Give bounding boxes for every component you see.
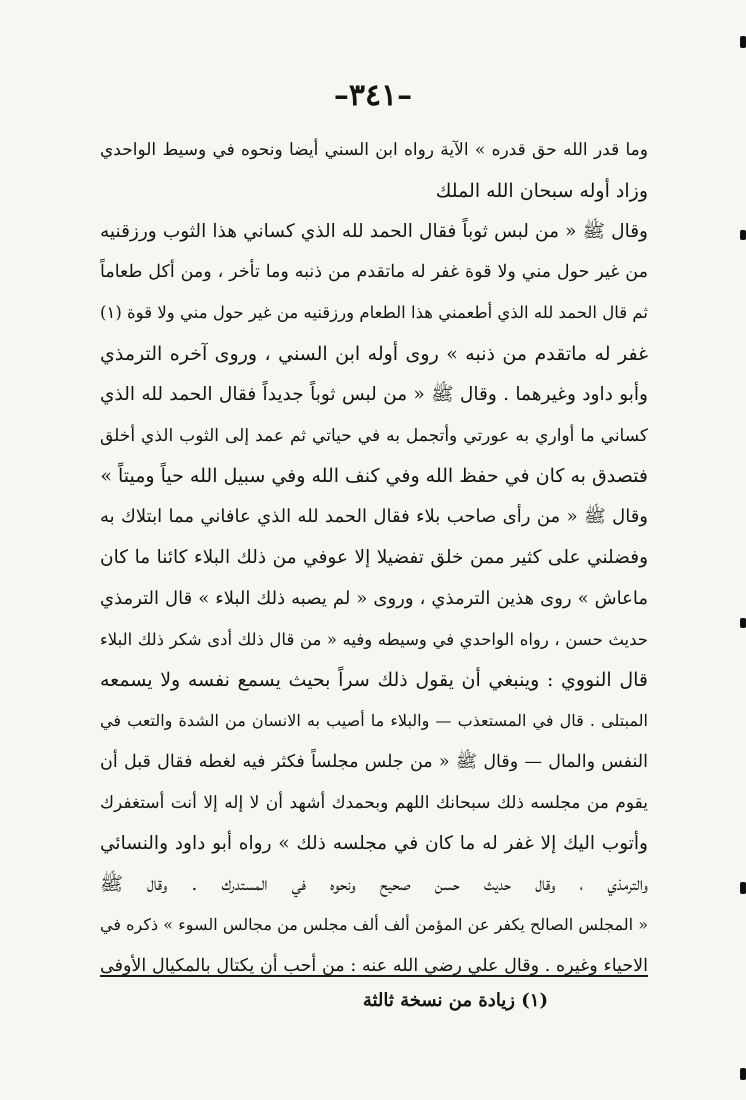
scan-edge-mark xyxy=(740,882,746,894)
scan-edge-mark xyxy=(740,36,746,48)
text-line: المبتلى . قال في المستعذب — والبلاء ما أصيب به الانسان من الشدة والتعب في xyxy=(100,711,648,731)
body-text xyxy=(100,130,648,987)
text-line: كساني ما أواري به عورتي وأتجمل به في حياتي ثم عمد إلى الثوب الذي أخلق xyxy=(100,425,648,446)
page-number: –٣٤١– xyxy=(333,78,413,113)
text-line: والترمذي ، وقال حديث حسن صحيح ونحوه في المستدرك . وقال ﷺ xyxy=(100,873,648,896)
scan-edge-mark xyxy=(740,1068,746,1080)
text-line: غفر له ماتقدم من ذنبه » روى أوله ابن السني ، وروى آخره الترمذي xyxy=(100,342,648,365)
text-line: يقوم من مجلسه ذلك سبحانك اللهم وبحمدك أشهد أن لا إله إلا أنت أستغفرك xyxy=(100,792,648,813)
text-line: وقال ﷺ « من لبس ثوباً فقال الحمد لله الذي كساني هذا الثوب ورزقنيه xyxy=(100,220,648,242)
scan-edge-mark xyxy=(740,618,746,628)
text-line: « المجلس الصالح يكفر عن المؤمن ألف ألف مجلس من مجالس السوء » ذكره في xyxy=(100,915,648,935)
text-line: حديث حسن ، رواه الواحدي في وسيطه وفيه « من قال ذلك أدى شكر ذلك البلاء xyxy=(100,629,648,649)
text-line: فتصدق به كان في حفظ الله وفي كنف الله وفي سبيل الله حياً وميتاً » xyxy=(100,465,648,488)
scan-edge-mark xyxy=(740,230,746,240)
text-line: وأتوب اليك إلا غفر له ما كان في مجلسه ذلك » رواه أبو داود والنسائي xyxy=(100,832,648,854)
text-line: ماعاش » روى هذين الترمذي ، وروى « لم يصبه ذلك البلاء » قال الترمذي xyxy=(100,587,648,609)
text-line: قال النووي : وينبغي أن يقول ذلك سراً بحيث يسمع نفسه ولا يسمعه xyxy=(100,669,648,692)
text-line: ثم قال الحمد لله الذي أطعمني هذا الطعام ورزقنيه من غير حول مني ولا قوة (١) xyxy=(100,303,648,323)
text-line: الاحياء وغيره . وقال علي رضي الله عنه : من أحب أن يكتال بالمكيال الأوفى xyxy=(100,955,648,976)
footnote: (١) زيادة من نسخة ثالثة xyxy=(362,990,548,1011)
text-line: وما قدر الله حق قدره » الآية رواه ابن السني أيضا ونحوه في وسيط الواحدي xyxy=(100,140,648,160)
text-line: وأبو داود وغيرهما . وقال ﷺ « من لبس ثوباً جديداً فقال الحمد لله الذي xyxy=(100,383,648,405)
text-line: النفس والمال — وقال ﷺ « من جلس مجلساً فكثر فيه لغطه فقال قبل أن xyxy=(100,751,648,772)
text-line: وفضلني على كثير ممن خلق تفضيلا إلا عوفي من ذلك البلاء كائنا ما كان xyxy=(100,546,648,568)
text-line: وقال ﷺ « من رأى صاحب بلاء فقال الحمد لله الذي عافاني مما ابتلاك به xyxy=(100,506,648,528)
text-line: وزاد أوله سبحان الله الملك xyxy=(435,179,648,202)
footnote-divider xyxy=(100,975,648,977)
text-line: من غير حول مني ولا قوة غفر له ماتقدم من ذنبه وما تأخر ، ومن أكل طعاماً xyxy=(100,262,648,283)
